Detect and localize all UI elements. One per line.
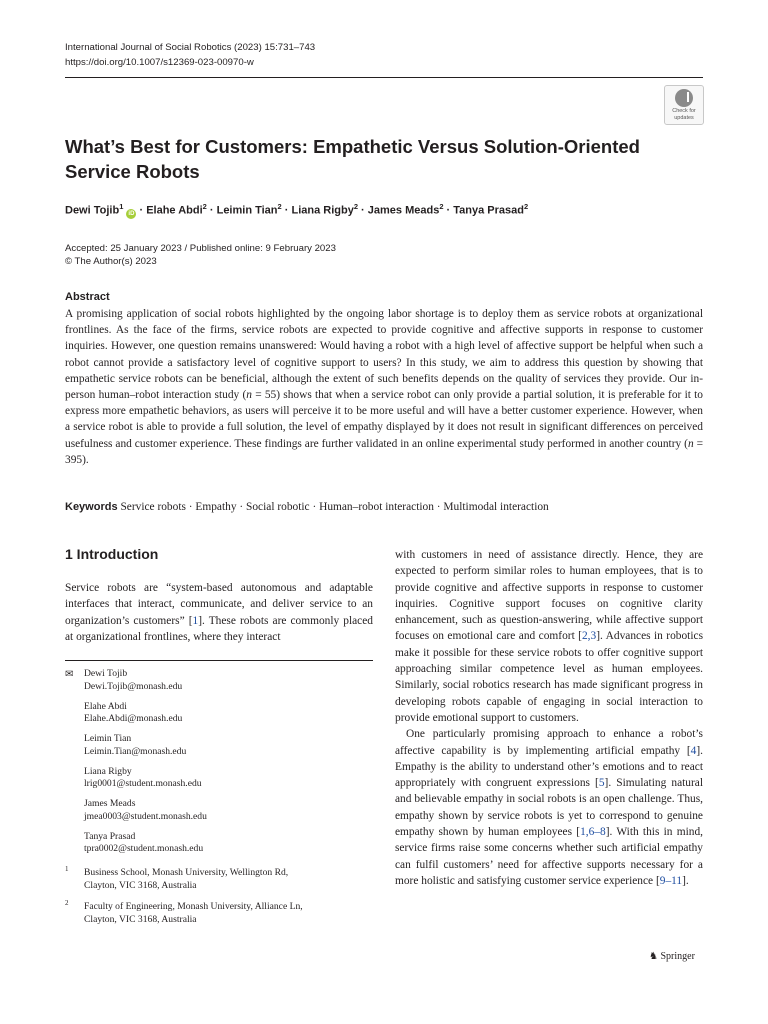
abstract-body — [65, 306, 703, 468]
check-updates-icon — [675, 89, 693, 107]
abstract-n-symbol: n — [687, 437, 694, 450]
intro-paragraph — [395, 726, 703, 889]
author-name: Liana Rigby — [291, 204, 354, 217]
keywords-label: Keywords — [65, 501, 118, 513]
author-affiliation-mark: 2 — [277, 202, 282, 211]
intro-text: ]. With this in mind, service firms raise some concerns whether such artificial empathy can fulfil customers’ need for affective supports necessary for a more holistic and satisfying customer service experience [ — [395, 826, 703, 887]
badge-label-2: updates — [674, 115, 694, 121]
contact-name: Tanya Prasad — [84, 830, 136, 842]
contact-name: Elahe Abdi — [84, 700, 127, 712]
springer-horse-icon: ♞ — [649, 951, 658, 962]
journal-header — [65, 40, 315, 70]
envelope-icon: ✉ — [65, 669, 74, 680]
affiliation-line: Clayton, VIC 3168, Australia — [84, 914, 197, 925]
affiliation-entry — [65, 866, 373, 892]
intro-column-2 — [395, 547, 703, 889]
intro-text: with customers in need of assistance directly. Hence, they are expected to perform similar roles to human employees, that is to provide cognitive and affective supports in response to customer inquiries. Cognitive support focuses on cognitive clarity enhancement, such as question-answering, while affective support focuses on emotional care and comfort [ — [395, 549, 703, 643]
section-heading-introduction: 1 Introduction — [65, 546, 159, 562]
author-affiliation-mark: 2 — [202, 202, 207, 211]
contact-entry — [84, 831, 373, 856]
contact-email[interactable]: tpra0002@student.monash.edu — [84, 843, 204, 854]
publication-dates — [65, 242, 336, 268]
page-title — [65, 134, 645, 184]
contact-entry — [84, 798, 373, 823]
publisher-logo — [649, 951, 695, 962]
intro-text: ]. Simulating natural and believable empathy in social robots is an open challenge. Thus, empathy shown by service robots is yet to correspond to genuine empathy shown by human employees [ — [395, 777, 703, 839]
title-line-1: What’s Best for Customers: Empathetic Versus Solution-Oriented — [65, 136, 640, 157]
author-affiliation-mark: 2 — [439, 202, 444, 211]
author-contacts — [65, 668, 373, 863]
contact-entry — [84, 668, 373, 693]
abstract-n-symbol: n — [246, 389, 252, 402]
contact-email[interactable]: Dewi.Tojib@monash.edu — [84, 680, 183, 692]
author-name: Leimin Tian — [216, 204, 278, 217]
abstract-text: A promising application of social robots highlighted by the ongoing labor shortage is to deploy them as service robots at organizational frontlines. As the face of the firms, service robots are expected to provide cognitive and affective supports in response to customer inquiries. However, one question remains unanswered: Would having a robot with a high level of affective support be helpful when such a robot cannot provide a satisfactory level of cognitive support to users? In this study, we aim to address this question by showing that empathetic service robots can be beneficial, although the extent of such benefits depends on the quality of services they provide. Our in-person human–robot interaction study ( — [65, 308, 703, 402]
contact-entry — [84, 766, 373, 791]
doi-link[interactable]: https://doi.org/10.1007/s12369-023-00970-w — [65, 57, 254, 68]
author-affiliation-mark: 1 — [119, 202, 124, 211]
affiliations — [65, 866, 373, 934]
header-divider — [65, 77, 703, 78]
affiliation-line: Faculty of Engineering, Monash University, Alliance Ln, — [84, 901, 303, 912]
footnote-divider — [65, 660, 373, 661]
citation-link[interactable]: 9–11 — [659, 874, 683, 887]
author-affiliation-mark: 2 — [353, 202, 358, 211]
author-affiliation-mark: 2 — [524, 202, 529, 211]
contact-entry — [84, 701, 373, 726]
abstract-heading: Abstract — [65, 291, 110, 303]
author-name: Elahe Abdi — [146, 204, 203, 217]
badge-label-1: Check for — [672, 108, 696, 114]
intro-text: ]. Advances in robotics make it possible for these service robots to offer cognitive support approaching similar competence level as human employees. Similarly, social robotics research has made significant progress in developing robots capable of engaging in social interaction to provide emotional support to customers. — [395, 630, 703, 724]
citation-link[interactable]: 4 — [690, 744, 697, 757]
intro-paragraph — [395, 547, 703, 726]
title-line-2: Service Robots — [65, 161, 200, 182]
contact-name: Leimin Tian — [84, 733, 132, 744]
intro-column-1 — [65, 580, 373, 645]
intro-text: ]. Empathy is the ability to understand other’s emotions and to react appropriately with congruent expressions [ — [395, 744, 703, 790]
author-name: Dewi Tojib — [65, 204, 120, 217]
check-for-updates-badge[interactable] — [664, 85, 704, 125]
abstract-text: = 395). — [65, 437, 704, 466]
orcid-icon[interactable]: iD — [128, 210, 135, 217]
contact-email[interactable]: jmea0003@student.monash.edu — [84, 810, 207, 822]
intro-text: Service robots are “system-based autonomous and adaptable interfaces that interact, communicate, and deliver service to an organization’s customers” [ — [65, 582, 373, 627]
intro-text: ]. These robots are commonly placed at organizational frontlines, where they interact — [65, 614, 373, 643]
citation-link[interactable]: 1 — [192, 614, 199, 627]
abstract-text: = 55) shows that when a service robot can only provide a partial solution, it is preferable for it to express more empathetic behaviors, as users will perceive it to be more useful and will have a better customer experience. However, when a service robot is able to provide a full solution, the level of empathy displayed by it does not result in significant differences on perceived usefulness and customer experience. These findings are further validated in an online experimental study performed in another country ( — [65, 389, 704, 450]
contact-name: Liana Rigby — [84, 765, 132, 777]
affiliation-line: Business School, Monash University, Wellington Rd, — [84, 867, 289, 878]
contact-name: Dewi Tojib — [84, 668, 128, 679]
author-name: Tanya Prasad — [453, 204, 524, 217]
citation-link[interactable]: 5 — [598, 777, 605, 790]
affiliation-number: 2 — [65, 899, 69, 907]
publisher-name: Springer — [660, 951, 695, 962]
copyright-notice: © The Author(s) 2023 — [65, 256, 157, 267]
contact-name: James Meads — [84, 798, 136, 809]
intro-text: One particularly promising approach to enhance a robot’s affective capability is by implementing artificial empathy [ — [395, 728, 703, 757]
author-list: Dewi Tojib$^1$ iD · Elahe Abdi$^2$ · Leimin Tian$^2$ · Liana Rigby$^2$ · James Meads$^2$ · Tanya Prasad$^2$ — [65, 202, 529, 217]
accepted-published-dates: Accepted: 25 January 2023 / Published online: 9 February 2023 — [65, 243, 336, 254]
journal-citation: International Journal of Social Robotics (2023) 15:731–743 — [65, 42, 316, 53]
citation-link[interactable]: 2,3 — [581, 630, 597, 643]
affiliation-number: 1 — [65, 865, 69, 873]
citation-link[interactable]: 1,6–8 — [580, 826, 606, 839]
contact-email[interactable]: lrig0001@student.monash.edu — [84, 778, 202, 789]
keywords — [65, 501, 705, 513]
contact-email[interactable]: Elahe.Abdi@monash.edu — [84, 713, 183, 724]
affiliation-line: Clayton, VIC 3168, Australia — [84, 880, 197, 891]
keywords-list: Service robots · Empathy · Social robotic · Human–robot interaction · Multimodal interaction — [120, 501, 549, 513]
affiliation-entry — [65, 900, 373, 926]
contact-entry — [84, 733, 373, 758]
author-name: James Meads — [367, 204, 440, 217]
intro-text: ]. — [682, 874, 689, 887]
contact-email[interactable]: Leimin.Tian@monash.edu — [84, 745, 187, 757]
